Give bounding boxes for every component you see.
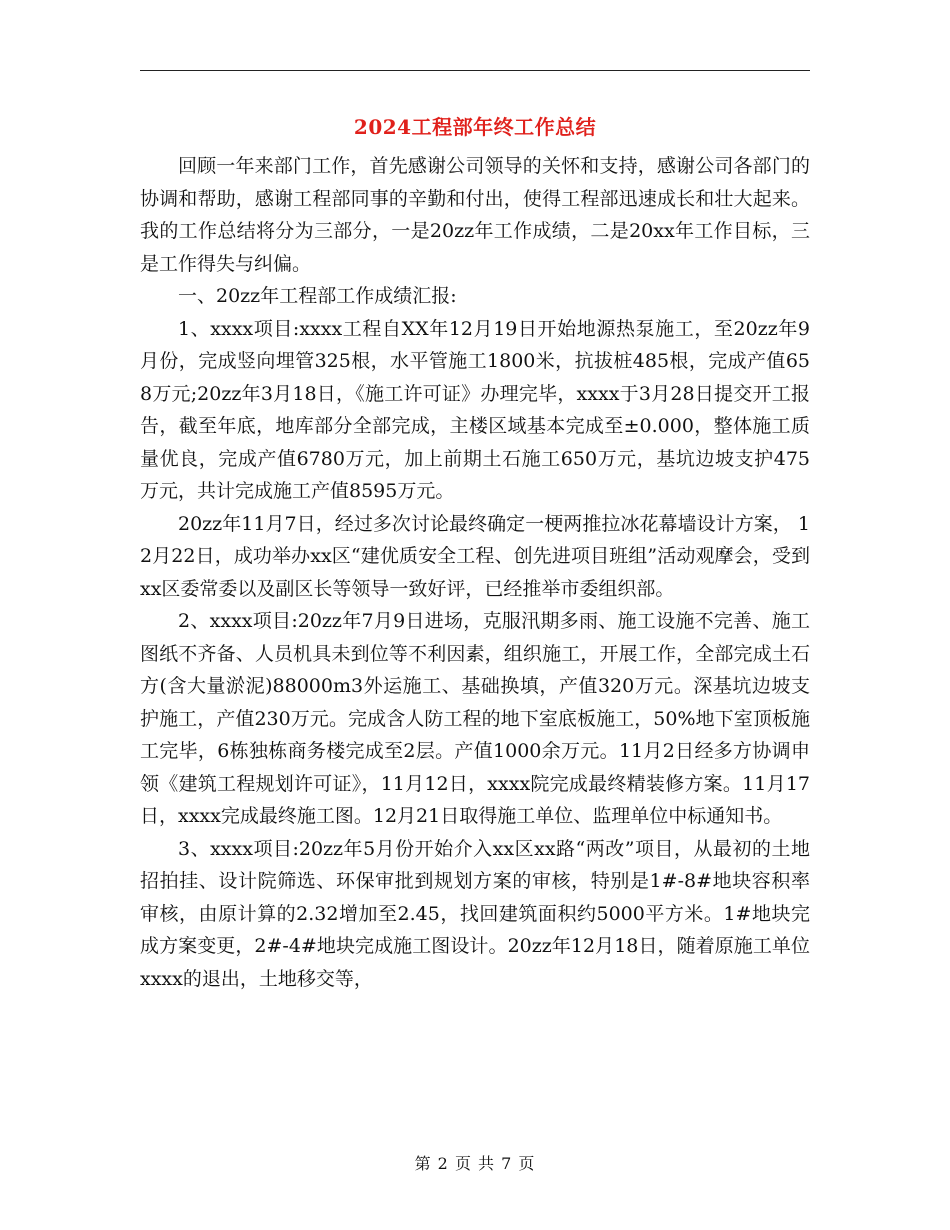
paragraph-project-1: 1、xxxx项目:xxxx工程自XX年12月19日开始地源热泵施工，至20zz年9月份，完成竖向埋管325根，水平管施工1800米，抗拔桩485根，完成产值658万元;20zz年3月18日，《施工许可证》办理完毕，xxxx于3月28日提交开工报告，截至年底，地库部分全部完成，主楼区域基本完成至±0.000，整体施工质量优良，完成产值6780万元，加上前期土石施工650万元，基坑边坡支护475万元，共计完成施工产值8595万元。 bbox=[140, 317, 810, 502]
section-heading-1: 一、20zz年工程部工作成绩汇报: bbox=[178, 285, 457, 307]
paragraph-project-1-events: 20zz年11月7日，经过多次讨论最终确定一梗两推拉冰花幕墙设计方案， 12月22日，成功举办xx区“建优质安全工程、创先进项目班组”活动观摩会，受到xx区委常委以及副区长等领导一致好评，已经推举市委组织部。 bbox=[140, 512, 810, 600]
document-title: 2024工程部年终工作总结 bbox=[353, 115, 597, 139]
paragraph-project-2: 2、xxxx项目:20zz年7月9日进场，克服汛期多雨、施工设施不完善、施工图纸不齐备、人员机具未到位等不利因素，组织施工，开展工作，全部完成土石方(含大量淤泥)88000m3外运施工、基础换填，产值320万元。深基坑边坡支护施工，产值230万元。完成含人防工程的地下室底板施工，50%地下室顶板施工完毕，6栋独栋商务楼完成至2层。产值1000余万元。11月2日经多方协调申领《建筑工程规划许可证》，11月12日，xxxx院完成最终精装修方案。11月17日，xxxx完成最终施工图。12月21日取得施工单位、监理单位中标通知书。 bbox=[140, 610, 810, 827]
header-rule bbox=[140, 70, 810, 71]
document-body bbox=[140, 150, 810, 995]
paragraph-project-3: 3、xxxx项目:20zz年5月份开始介入xx区xx路“两改”项目，从最初的土地招拍挂、设计院筛选、环保审批到规划方案的审核，特别是1#-8#地块容积率审核，由原计算的2.32增加至2.45，找回建筑面积约5000平方米。1#地块完成方案变更，2#-4#地块完成施工图设计。20zz年12月18日，随着原施工单位xxxx的退出，土地移交等， bbox=[140, 837, 810, 990]
page-footer: 第 2 页 共 7 页 bbox=[414, 1154, 536, 1173]
paragraph-intro: 回顾一年来部门工作，首先感谢公司领导的关怀和支持，感谢公司各部门的协调和帮助，感谢工程部同事的辛勤和付出，使得工程部迅速成长和壮大起来。我的工作总结将分为三部分，一是20zz年工作成绩，二是20xx年工作目标，三是工作得失与纠偏。 bbox=[140, 155, 810, 275]
